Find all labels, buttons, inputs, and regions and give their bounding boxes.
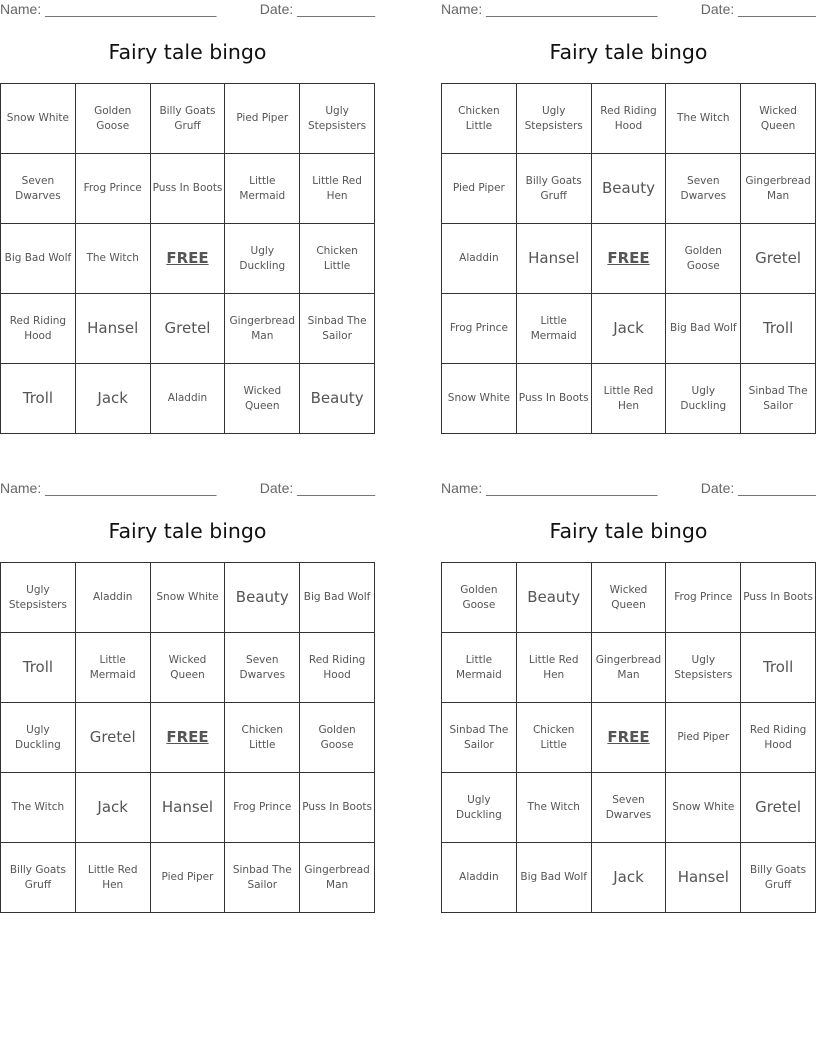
- bingo-cell: Hansel: [517, 224, 592, 294]
- bingo-cell: Jack: [592, 843, 667, 913]
- bingo-cell: Gretel: [741, 224, 816, 294]
- bingo-cell: Sinbad The Sailor: [225, 843, 300, 913]
- bingo-cell: Sinbad The Sailor: [442, 703, 517, 773]
- bingo-cell: Billy Goats Gruff: [517, 154, 592, 224]
- date-field-label: Date: __________: [259, 1, 375, 17]
- bingo-grid: [441, 562, 816, 913]
- card-title: Fairy tale bingo: [549, 519, 708, 543]
- bingo-cell: Snow White: [666, 773, 741, 843]
- bingo-cell: Ugly Duckling: [666, 364, 741, 434]
- bingo-cell: The Witch: [76, 224, 151, 294]
- bingo-cell: Big Bad Wolf: [517, 843, 592, 913]
- bingo-card-4: [441, 479, 816, 919]
- bingo-grid: [0, 562, 375, 913]
- date-field-label: Date: __________: [259, 480, 375, 496]
- card-title: Fairy tale bingo: [549, 40, 708, 64]
- bingo-cell: Puss In Boots: [300, 773, 375, 843]
- bingo-cell: Seven Dwarves: [592, 773, 667, 843]
- bingo-cell: Puss In Boots: [517, 364, 592, 434]
- bingo-cell: Chicken Little: [442, 84, 517, 154]
- bingo-cell: Snow White: [151, 563, 226, 633]
- bingo-cell: Ugly Duckling: [1, 703, 76, 773]
- bingo-cell: Aladdin: [76, 563, 151, 633]
- card-header: [441, 1, 816, 21]
- bingo-cell: Frog Prince: [442, 294, 517, 364]
- bingo-cell: Sinbad The Sailor: [741, 364, 816, 434]
- bingo-cell: Jack: [76, 364, 151, 434]
- name-field-label: Name: ______________________: [0, 1, 217, 17]
- bingo-cell: Snow White: [442, 364, 517, 434]
- name-field-label: Name: ______________________: [441, 1, 658, 17]
- free-space-cell: FREE: [592, 224, 667, 294]
- bingo-cell: Troll: [1, 364, 76, 434]
- bingo-cell: Beauty: [517, 563, 592, 633]
- bingo-cell: Ugly Duckling: [442, 773, 517, 843]
- bingo-cell: Red Riding Hood: [592, 84, 667, 154]
- bingo-cell: Sinbad The Sailor: [300, 294, 375, 364]
- bingo-cell: Pied Piper: [151, 843, 226, 913]
- bingo-cell: Seven Dwarves: [666, 154, 741, 224]
- bingo-cell: Little Mermaid: [517, 294, 592, 364]
- bingo-cell: Billy Goats Gruff: [1, 843, 76, 913]
- bingo-cell: Aladdin: [151, 364, 226, 434]
- bingo-cell: Gretel: [76, 703, 151, 773]
- bingo-cell: Billy Goats Gruff: [741, 843, 816, 913]
- bingo-cell: Red Riding Hood: [741, 703, 816, 773]
- card-header: [0, 480, 375, 500]
- bingo-cell: Little Red Hen: [517, 633, 592, 703]
- bingo-cell: Little Mermaid: [442, 633, 517, 703]
- bingo-cell: Little Mermaid: [76, 633, 151, 703]
- bingo-cell: Hansel: [76, 294, 151, 364]
- bingo-cell: Chicken Little: [300, 224, 375, 294]
- bingo-cell: Wicked Queen: [151, 633, 226, 703]
- bingo-cell: Frog Prince: [76, 154, 151, 224]
- bingo-cell: Billy Goats Gruff: [151, 84, 226, 154]
- bingo-cell: Big Bad Wolf: [1, 224, 76, 294]
- bingo-cell: Big Bad Wolf: [666, 294, 741, 364]
- bingo-cell: Little Red Hen: [592, 364, 667, 434]
- bingo-cell: Golden Goose: [442, 563, 517, 633]
- name-field-label: Name: ______________________: [441, 480, 658, 496]
- bingo-card-2: [441, 0, 816, 440]
- card-header: [0, 1, 375, 21]
- bingo-cell: The Witch: [666, 84, 741, 154]
- card-header: [441, 480, 816, 500]
- bingo-cell: Hansel: [151, 773, 226, 843]
- bingo-cell: Gingerbread Man: [592, 633, 667, 703]
- bingo-cell: Hansel: [666, 843, 741, 913]
- bingo-cell: Jack: [592, 294, 667, 364]
- bingo-cell: Frog Prince: [666, 563, 741, 633]
- card-title: Fairy tale bingo: [108, 40, 267, 64]
- date-field-label: Date: __________: [700, 1, 816, 17]
- bingo-cell: Little Red Hen: [300, 154, 375, 224]
- bingo-cell: Ugly Stepsisters: [300, 84, 375, 154]
- bingo-cell: Beauty: [300, 364, 375, 434]
- name-field-label: Name: ______________________: [0, 480, 217, 496]
- bingo-cell: Beauty: [225, 563, 300, 633]
- bingo-cell: Golden Goose: [76, 84, 151, 154]
- bingo-cell: Gretel: [741, 773, 816, 843]
- bingo-cell: Red Riding Hood: [1, 294, 76, 364]
- bingo-cell: Ugly Stepsisters: [517, 84, 592, 154]
- bingo-grid: [441, 83, 816, 434]
- bingo-cell: Wicked Queen: [592, 563, 667, 633]
- bingo-cell: Golden Goose: [300, 703, 375, 773]
- bingo-cell: Wicked Queen: [225, 364, 300, 434]
- bingo-cell: Frog Prince: [225, 773, 300, 843]
- bingo-cell: Gingerbread Man: [225, 294, 300, 364]
- bingo-cell: Gingerbread Man: [741, 154, 816, 224]
- bingo-cell: Troll: [1, 633, 76, 703]
- bingo-cell: Wicked Queen: [741, 84, 816, 154]
- bingo-cell: Seven Dwarves: [1, 154, 76, 224]
- bingo-card-3: [0, 479, 375, 919]
- bingo-cell: Chicken Little: [517, 703, 592, 773]
- bingo-cell: Ugly Stepsisters: [1, 563, 76, 633]
- free-space-cell: FREE: [151, 224, 226, 294]
- bingo-cell: Chicken Little: [225, 703, 300, 773]
- bingo-cell: Golden Goose: [666, 224, 741, 294]
- bingo-cell: Red Riding Hood: [300, 633, 375, 703]
- bingo-cell: Seven Dwarves: [225, 633, 300, 703]
- bingo-cell: Jack: [76, 773, 151, 843]
- bingo-cell: Troll: [741, 633, 816, 703]
- bingo-cell: Puss In Boots: [151, 154, 226, 224]
- bingo-cell: Ugly Stepsisters: [666, 633, 741, 703]
- free-space-cell: FREE: [151, 703, 226, 773]
- bingo-grid: [0, 83, 375, 434]
- bingo-cell: The Witch: [517, 773, 592, 843]
- bingo-cell: Pied Piper: [225, 84, 300, 154]
- bingo-cell: Aladdin: [442, 843, 517, 913]
- bingo-cell: Puss In Boots: [741, 563, 816, 633]
- bingo-cell: The Witch: [1, 773, 76, 843]
- bingo-cell: Snow White: [1, 84, 76, 154]
- card-title: Fairy tale bingo: [108, 519, 267, 543]
- bingo-cell: Beauty: [592, 154, 667, 224]
- bingo-cell: Pied Piper: [442, 154, 517, 224]
- free-space-cell: FREE: [592, 703, 667, 773]
- bingo-cell: Gingerbread Man: [300, 843, 375, 913]
- bingo-cell: Little Red Hen: [76, 843, 151, 913]
- bingo-card-1: [0, 0, 375, 440]
- bingo-cell: Aladdin: [442, 224, 517, 294]
- bingo-cell: Pied Piper: [666, 703, 741, 773]
- bingo-cell: Ugly Duckling: [225, 224, 300, 294]
- bingo-cell: Troll: [741, 294, 816, 364]
- bingo-cell: Little Mermaid: [225, 154, 300, 224]
- date-field-label: Date: __________: [700, 480, 816, 496]
- bingo-cell: Big Bad Wolf: [300, 563, 375, 633]
- bingo-cell: Gretel: [151, 294, 226, 364]
